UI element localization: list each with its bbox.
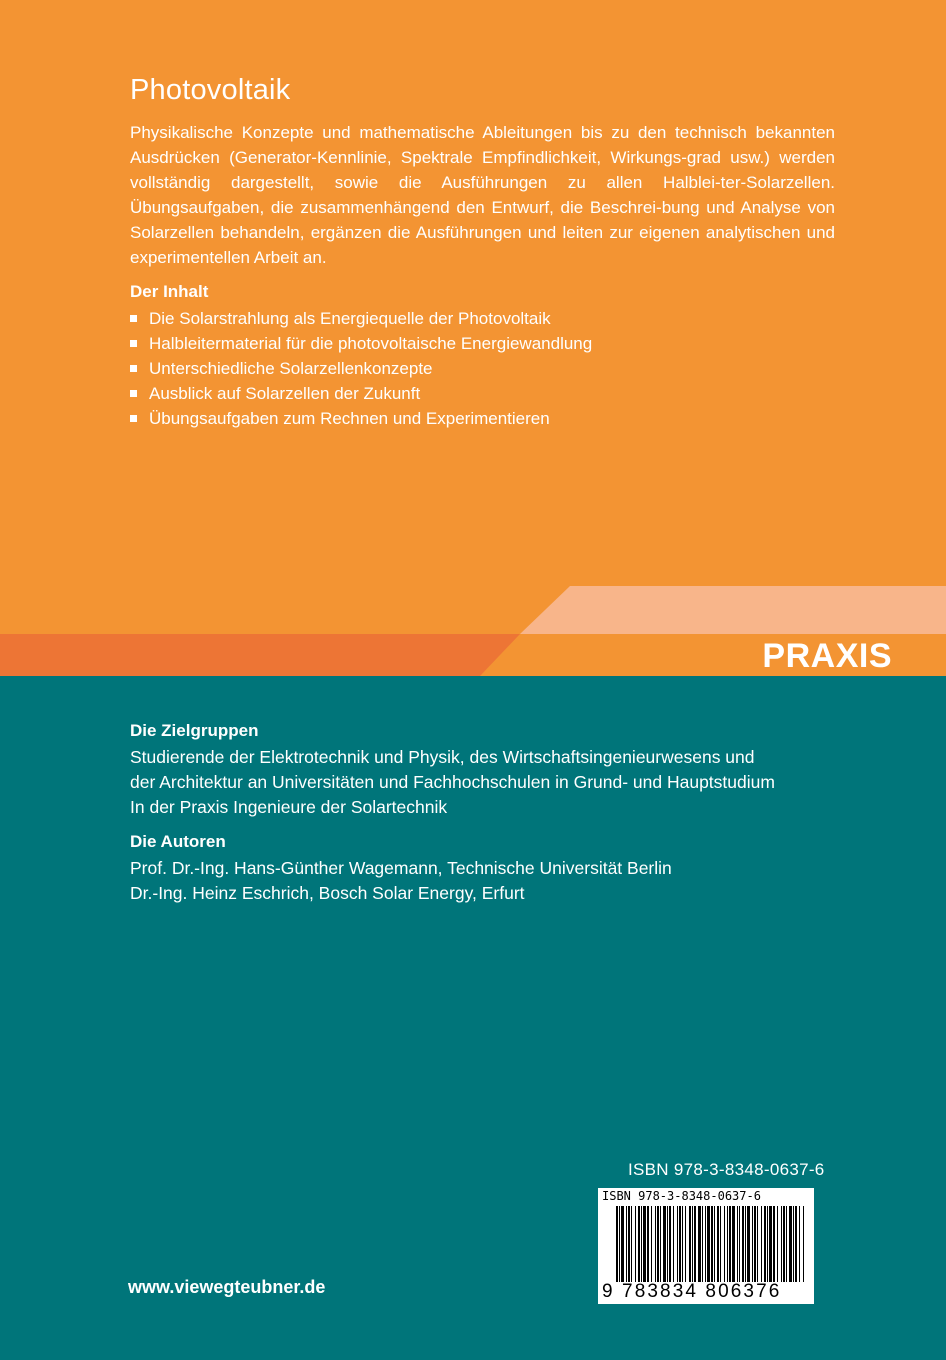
barcode-bar: [655, 1206, 656, 1282]
barcode-bar: [795, 1206, 797, 1282]
isbn-label: ISBN 978-3-8348-0637-6: [628, 1160, 825, 1179]
series-label: PRAXIS: [762, 637, 892, 675]
barcode-bar: [702, 1206, 703, 1282]
barcode-bar: [638, 1206, 640, 1282]
barcode-bar: [799, 1206, 800, 1282]
list-item: [130, 331, 592, 356]
author-line: Dr.-Ing. Heinz Eschrich, Bosch Solar Energy, Erfurt: [130, 883, 525, 903]
book-title: Photovoltaik: [130, 74, 291, 106]
square-bullet-icon: [130, 340, 137, 347]
barcode-bar: [752, 1206, 753, 1282]
list-item-text: Halbleitermaterial für die photovoltaische Energiewandlung: [149, 334, 593, 353]
target-group-line: Studierende der Elektrotechnik und Physik, des Wirtschaftsingenieurwesens und: [130, 747, 755, 767]
barcode: [598, 1188, 814, 1304]
barcode-bar: [777, 1206, 778, 1282]
list-item: [130, 356, 592, 381]
barcode-bar: [685, 1206, 686, 1282]
barcode-bar: [754, 1206, 756, 1282]
book-description: Physikalische Konzepte und mathematische Ableitungen bis zu den technisch bekannten Ausdrücken (Generator-Kennlinie, Spektrale Empfindlichkeit, Wirkungs-grad usw.) werden vollständig dargestellt, sowie die Ausführungen zu allen Halblei-ter-Solarzellen. Übungsaufgaben, die zusammenhängend den Entwurf, die Beschrei-bung und Analyse von Solarzellen behandeln, ergänzen die Ausführungen und leiten zur eigenen analytischen und experimentellen Arbeit an.: [130, 123, 835, 267]
barcode-bar: [635, 1206, 636, 1282]
list-item: [130, 406, 592, 431]
barcode-bar: [781, 1206, 782, 1282]
barcode-bar: [628, 1206, 630, 1282]
barcode-bar: [660, 1206, 661, 1282]
square-bullet-icon: [130, 315, 137, 322]
contents-list: [130, 306, 592, 431]
publisher-url: www.viewegteubner.de: [128, 1277, 326, 1297]
target-groups-text: [130, 745, 775, 820]
barcode-bar: [757, 1206, 758, 1282]
barcode-bar: [720, 1206, 721, 1282]
barcode-bar: [643, 1206, 646, 1282]
barcode-bar: [619, 1206, 620, 1282]
barcode-bar: [742, 1206, 744, 1282]
barcode-isbn-label: ISBN 978-3-8348-0637-6: [602, 1189, 761, 1203]
stripe-dark: [0, 634, 520, 676]
barcode-bar: [682, 1206, 683, 1282]
barcode-bar: [663, 1206, 666, 1282]
barcode-bar: [747, 1206, 750, 1282]
barcode-bar: [786, 1206, 787, 1282]
barcode-bar: [783, 1206, 785, 1282]
barcode-bar: [761, 1206, 762, 1282]
list-item: [130, 381, 592, 406]
square-bullet-icon: [130, 365, 137, 372]
authors-text: [130, 856, 672, 906]
barcode-bar: [714, 1206, 715, 1282]
barcode-bar: [667, 1206, 668, 1282]
barcode-bar: [651, 1206, 652, 1282]
barcode-bar: [737, 1206, 738, 1282]
barcode-bar: [621, 1206, 624, 1282]
barcode-bar: [789, 1206, 792, 1282]
barcode-bar: [631, 1206, 632, 1282]
author-line: Prof. Dr.-Ing. Hans-Günther Wagemann, Technische Universität Berlin: [130, 858, 672, 878]
barcode-bar: [745, 1206, 746, 1282]
target-group-line: In der Praxis Ingenieure der Solartechnik: [130, 797, 448, 817]
square-bullet-icon: [130, 415, 137, 422]
barcode-bar: [641, 1206, 642, 1282]
barcode-bar: [803, 1206, 804, 1282]
barcode-bar: [711, 1206, 713, 1282]
target-groups-heading: Die Zielgruppen: [130, 721, 259, 740]
barcode-bar: [657, 1206, 659, 1282]
barcode-digits: 9 783834 806376: [602, 1281, 782, 1302]
barcode-bar: [769, 1206, 772, 1282]
list-item-text: Unterschiedliche Solarzellenkonzepte: [149, 359, 433, 378]
stripe-light: [520, 586, 946, 634]
barcode-bar: [724, 1206, 725, 1282]
target-group-line: der Architektur an Universitäten und Fachhochschulen in Grund- und Hauptstudium: [130, 772, 775, 792]
barcode-bar: [694, 1206, 696, 1282]
contents-heading: Der Inhalt: [130, 282, 209, 301]
list-item-text: Übungsaufgaben zum Rechnen und Experimentieren: [149, 409, 550, 428]
barcode-bar: [677, 1206, 678, 1282]
barcode-bar: [793, 1206, 794, 1282]
barcode-bar: [692, 1206, 693, 1282]
barcode-bar: [705, 1206, 706, 1282]
barcode-bar: [729, 1206, 731, 1282]
barcode-bar: [727, 1206, 728, 1282]
barcode-bar: [679, 1206, 681, 1282]
barcode-bar: [732, 1206, 735, 1282]
barcode-bar: [689, 1206, 691, 1282]
barcode-bar: [626, 1206, 627, 1282]
barcode-bars: [616, 1206, 806, 1284]
barcode-bar: [773, 1206, 775, 1282]
list-item: [130, 306, 592, 331]
list-item-text: Ausblick auf Solarzellen der Zukunft: [149, 384, 421, 403]
barcode-bar: [717, 1206, 719, 1282]
barcode-bar: [669, 1206, 671, 1282]
barcode-bar: [764, 1206, 766, 1282]
barcode-bar: [707, 1206, 710, 1282]
barcode-bar: [739, 1206, 740, 1282]
barcode-bar: [767, 1206, 768, 1282]
barcode-bar: [698, 1206, 701, 1282]
authors-heading: Die Autoren: [130, 832, 226, 851]
barcode-bar: [647, 1206, 649, 1282]
list-item-text: Die Solarstrahlung als Energiequelle der Photovoltaik: [149, 309, 551, 328]
barcode-bar: [673, 1206, 674, 1282]
square-bullet-icon: [130, 390, 137, 397]
barcode-bar: [616, 1206, 618, 1282]
